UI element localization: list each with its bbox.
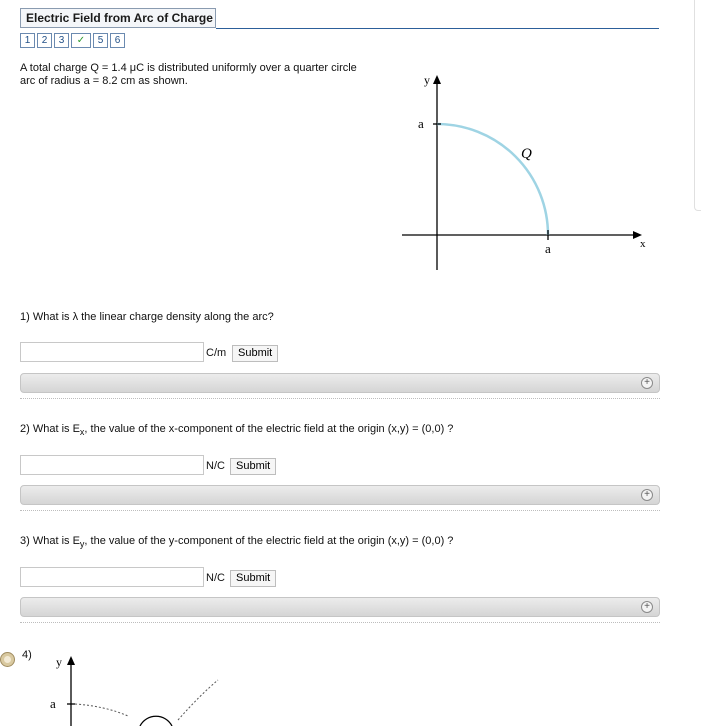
question-2-text bbox=[20, 422, 453, 439]
question-4-number: 4) bbox=[22, 649, 32, 661]
title-underline bbox=[216, 28, 659, 29]
q4-a-label: a bbox=[50, 696, 56, 711]
submit-3-button[interactable]: Submit bbox=[230, 570, 276, 587]
clock-icon bbox=[0, 652, 15, 667]
charge-q-label: Q bbox=[521, 146, 532, 162]
question-1-prefix: 1) What is λ the linear charge density along the arc? bbox=[20, 311, 274, 323]
hint-bar-3[interactable] bbox=[20, 597, 660, 617]
question-2-rest: , the value of the x-component of the electric field at the origin (x,y) = (0,0) ? bbox=[84, 423, 454, 435]
a-label-left: a bbox=[418, 116, 424, 131]
problem-title: Electric Field from Arc of Charge bbox=[20, 8, 216, 28]
tab-2[interactable]: 2 bbox=[37, 33, 52, 48]
q4-dashed-line bbox=[178, 680, 218, 720]
q4-solid-arc bbox=[140, 716, 172, 726]
question-2-subscript: x bbox=[79, 427, 85, 438]
expand-plus-icon[interactable]: + bbox=[641, 489, 653, 501]
tab-5[interactable]: 5 bbox=[93, 33, 108, 48]
separator-2 bbox=[20, 510, 660, 511]
tab-1[interactable]: 1 bbox=[20, 33, 35, 48]
tab-6[interactable]: 6 bbox=[110, 33, 125, 48]
question-3-rest: , the value of the y-component of the electric field at the origin (x,y) = (0,0) ? bbox=[84, 535, 454, 547]
q4-dashed-arc bbox=[75, 704, 128, 716]
expand-plus-icon[interactable]: + bbox=[641, 377, 653, 389]
arc-diagram bbox=[380, 70, 670, 280]
part-tabs bbox=[20, 33, 127, 49]
submit-2-button[interactable]: Submit bbox=[230, 458, 276, 475]
hint-bar-2[interactable] bbox=[20, 485, 660, 505]
answer-1-input[interactable] bbox=[20, 342, 204, 362]
hint-bar-1[interactable] bbox=[20, 373, 660, 393]
x-axis-label: x bbox=[640, 238, 646, 250]
tab-3[interactable]: 3 bbox=[54, 33, 69, 48]
a-label-bottom: a bbox=[545, 241, 551, 256]
question-2-prefix: 2) What is E bbox=[20, 423, 80, 435]
expand-plus-icon[interactable]: + bbox=[641, 601, 653, 613]
submit-1-button[interactable]: Submit bbox=[232, 345, 278, 362]
y-axis-arrow-icon bbox=[433, 75, 441, 84]
q4-y-arrow-icon bbox=[67, 656, 75, 665]
separator-3 bbox=[20, 622, 660, 623]
charged-arc bbox=[437, 124, 548, 235]
answer-2-unit: N/C bbox=[206, 460, 225, 472]
answer-1-unit: C/m bbox=[206, 347, 227, 359]
intro-line-1: A total charge Q = 1.4 μC is distributed uniformly over a quarter circle bbox=[20, 62, 357, 74]
question-3-text bbox=[20, 534, 453, 551]
problem-statement bbox=[20, 62, 400, 88]
q4-y-label: y bbox=[56, 655, 62, 669]
y-axis-label: y bbox=[424, 73, 430, 87]
question-1-text bbox=[20, 310, 274, 324]
answer-2-input[interactable] bbox=[20, 455, 204, 475]
intro-line-2: arc of radius a = 8.2 cm as shown. bbox=[20, 75, 188, 87]
answer-3-unit: N/C bbox=[206, 572, 225, 584]
separator-1 bbox=[20, 398, 660, 399]
scroll-edge bbox=[694, 0, 701, 211]
answer-3-input[interactable] bbox=[20, 567, 204, 587]
question-4-diagram bbox=[40, 650, 230, 726]
question-3-subscript: y bbox=[79, 539, 85, 550]
question-3-prefix: 3) What is E bbox=[20, 535, 80, 547]
tab-4-checkmark-icon[interactable]: ✓ bbox=[71, 33, 91, 48]
